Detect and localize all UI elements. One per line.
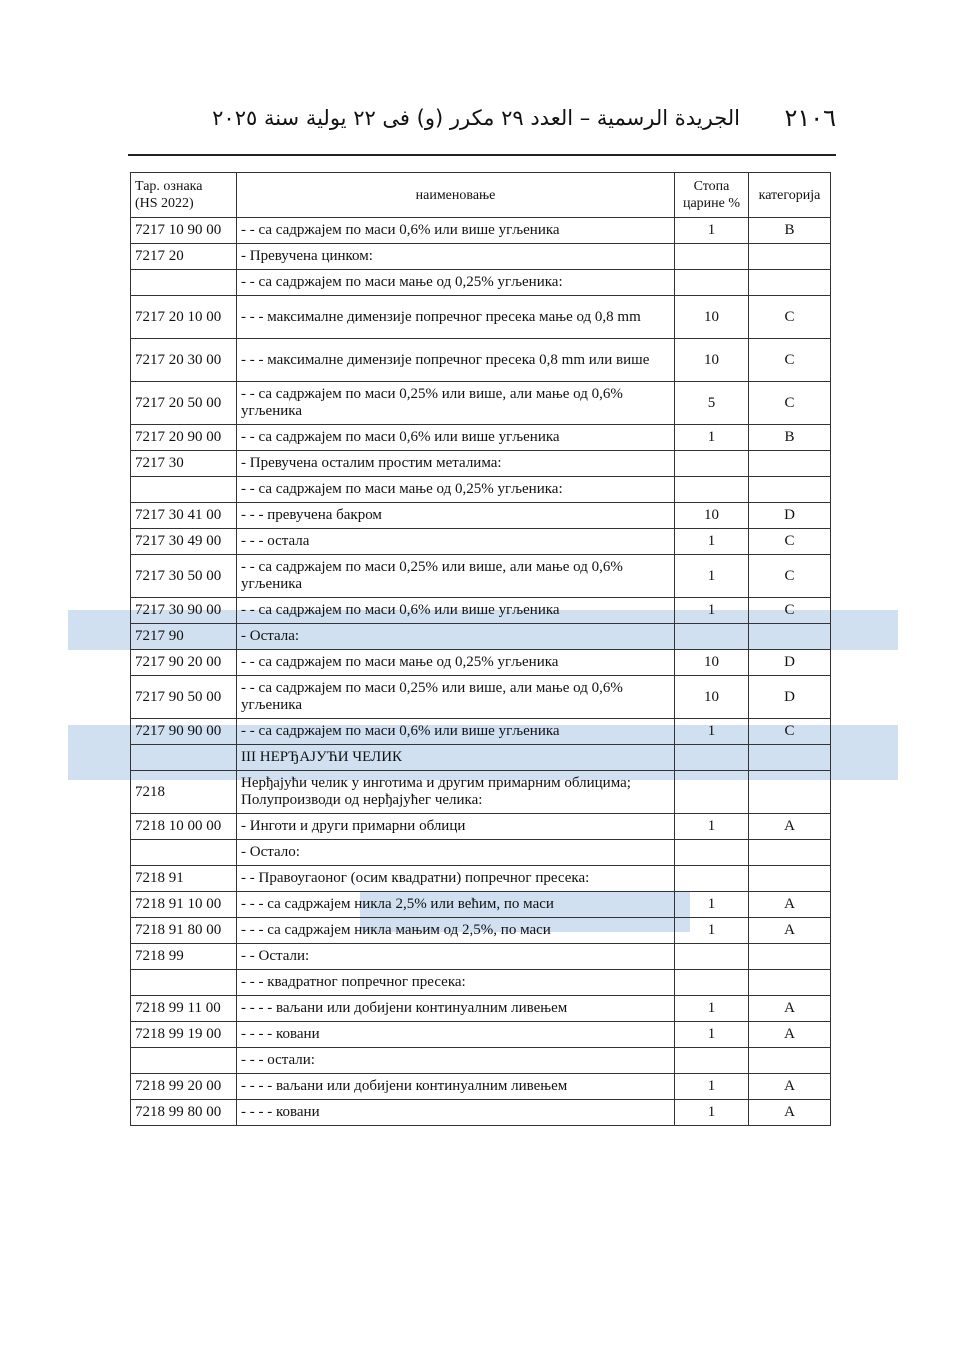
cell-duty-rate (675, 866, 749, 892)
cell-tariff-code: 7217 30 (131, 451, 237, 477)
cell-description: - - - остала (237, 529, 675, 555)
cell-tariff-code: 7217 90 50 00 (131, 676, 237, 719)
cell-duty-rate (675, 451, 749, 477)
cell-description: - - са садржајем по маси 0,6% или више угљеника (237, 425, 675, 451)
cell-tariff-code: 7218 99 19 00 (131, 1022, 237, 1048)
header-rule (128, 154, 836, 156)
cell-category: C (749, 339, 831, 382)
cell-tariff-code: 7217 30 41 00 (131, 503, 237, 529)
cell-description: - - - - ковани (237, 1100, 675, 1126)
cell-tariff-code: 7217 90 (131, 624, 237, 650)
cell-tariff-code (131, 970, 237, 996)
cell-description: III НЕРЂАЈУЋИ ЧЕЛИК (237, 745, 675, 771)
cell-tariff-code: 7217 10 90 00 (131, 218, 237, 244)
table-row (131, 477, 831, 503)
cell-duty-rate: 1 (675, 1100, 749, 1126)
cell-duty-rate: 1 (675, 1074, 749, 1100)
cell-duty-rate (675, 970, 749, 996)
cell-tariff-code: 7217 20 90 00 (131, 425, 237, 451)
table-row (131, 866, 831, 892)
page-header (128, 104, 836, 144)
cell-category: B (749, 425, 831, 451)
table-row (131, 529, 831, 555)
cell-description: - Превучена цинком: (237, 244, 675, 270)
cell-duty-rate (675, 944, 749, 970)
cell-duty-rate: 1 (675, 996, 749, 1022)
cell-duty-rate: 1 (675, 598, 749, 624)
table-body (131, 218, 831, 1126)
cell-category: A (749, 1022, 831, 1048)
table-row (131, 555, 831, 598)
cell-category: D (749, 650, 831, 676)
cell-category: C (749, 719, 831, 745)
cell-description: - - - са садржајем никла 2,5% или већим, по маси (237, 892, 675, 918)
cell-tariff-code: 7217 90 90 00 (131, 719, 237, 745)
cell-duty-rate: 1 (675, 529, 749, 555)
column-header-name: наименовање (237, 173, 675, 218)
table-row (131, 1022, 831, 1048)
cell-duty-rate: 10 (675, 296, 749, 339)
cell-category (749, 624, 831, 650)
cell-category: C (749, 296, 831, 339)
cell-category (749, 771, 831, 814)
table-row (131, 1048, 831, 1074)
table-row (131, 339, 831, 382)
table-row (131, 425, 831, 451)
cell-tariff-code: 7218 (131, 771, 237, 814)
cell-duty-rate (675, 270, 749, 296)
cell-description: - - са садржајем по маси мање од 0,25% угљеника: (237, 270, 675, 296)
cell-tariff-code: 7217 90 20 00 (131, 650, 237, 676)
cell-description: - Превучена осталим простим металима: (237, 451, 675, 477)
cell-category (749, 270, 831, 296)
cell-category (749, 451, 831, 477)
table-row (131, 382, 831, 425)
cell-tariff-code: 7217 30 90 00 (131, 598, 237, 624)
table-row (131, 840, 831, 866)
cell-description: - - са садржајем по маси 0,25% или више, али мање од 0,6% угљеника (237, 676, 675, 719)
table-row (131, 918, 831, 944)
table-row (131, 503, 831, 529)
cell-description: - - - максималне димензије попречног пресека мање од 0,8 mm (237, 296, 675, 339)
page-number: ٢١٠٦ (784, 106, 836, 132)
cell-category (749, 1048, 831, 1074)
table-row (131, 719, 831, 745)
cell-duty-rate: 1 (675, 1022, 749, 1048)
cell-duty-rate: 1 (675, 814, 749, 840)
cell-category: C (749, 598, 831, 624)
cell-category: D (749, 503, 831, 529)
cell-category: A (749, 1100, 831, 1126)
cell-duty-rate: 10 (675, 339, 749, 382)
cell-category (749, 840, 831, 866)
column-header-rate: Стопа царине % (675, 173, 749, 218)
table-row (131, 650, 831, 676)
cell-description: - Инготи и други примарни облици (237, 814, 675, 840)
table-row (131, 1074, 831, 1100)
cell-description: - - са садржајем по маси 0,6% или више угљеника (237, 598, 675, 624)
cell-duty-rate (675, 840, 749, 866)
cell-duty-rate: 1 (675, 719, 749, 745)
table-row (131, 244, 831, 270)
cell-description: - - - максималне димензије попречног пресека 0,8 mm или више (237, 339, 675, 382)
cell-description: - - са садржајем по маси 0,6% или више угљеника (237, 218, 675, 244)
cell-description: - - - са садржајем никла мањим од 2,5%, по маси (237, 918, 675, 944)
table-row (131, 892, 831, 918)
cell-description: - - - превучена бакром (237, 503, 675, 529)
cell-category: C (749, 529, 831, 555)
cell-category (749, 477, 831, 503)
cell-tariff-code: 7218 91 80 00 (131, 918, 237, 944)
cell-description: - - са садржајем по маси 0,25% или више, али мање од 0,6% угљеника (237, 382, 675, 425)
cell-duty-rate: 5 (675, 382, 749, 425)
cell-tariff-code (131, 840, 237, 866)
cell-category: A (749, 918, 831, 944)
cell-duty-rate (675, 1048, 749, 1074)
cell-duty-rate: 1 (675, 218, 749, 244)
cell-category: B (749, 218, 831, 244)
cell-category: A (749, 814, 831, 840)
cell-description: - - са садржајем по маси 0,25% или више, али мање од 0,6% угљеника (237, 555, 675, 598)
table-row (131, 451, 831, 477)
cell-category: C (749, 382, 831, 425)
cell-category (749, 866, 831, 892)
cell-duty-rate: 10 (675, 650, 749, 676)
tariff-table (130, 172, 831, 1126)
column-header-code: Тар. ознака (HS 2022) (131, 173, 237, 218)
cell-duty-rate: 1 (675, 918, 749, 944)
cell-description: - - Правоугаоног (осим квадратни) попречног пресека: (237, 866, 675, 892)
table-row (131, 996, 831, 1022)
cell-duty-rate (675, 745, 749, 771)
table-row (131, 296, 831, 339)
cell-tariff-code: 7217 20 10 00 (131, 296, 237, 339)
cell-duty-rate: 1 (675, 425, 749, 451)
cell-duty-rate: 1 (675, 555, 749, 598)
cell-category (749, 745, 831, 771)
table-row (131, 814, 831, 840)
cell-category: D (749, 676, 831, 719)
cell-tariff-code (131, 270, 237, 296)
cell-duty-rate: 10 (675, 676, 749, 719)
cell-tariff-code: 7218 91 (131, 866, 237, 892)
table-row (131, 218, 831, 244)
cell-tariff-code: 7218 99 11 00 (131, 996, 237, 1022)
cell-tariff-code (131, 745, 237, 771)
table-row (131, 624, 831, 650)
cell-duty-rate (675, 624, 749, 650)
cell-tariff-code: 7217 20 50 00 (131, 382, 237, 425)
table-row (131, 771, 831, 814)
cell-description: Нерђајући челик у инготима и другим примарним облицима; Полупроизводи од нерђајућег челика: (237, 771, 675, 814)
cell-tariff-code: 7218 99 (131, 944, 237, 970)
cell-description: - - са садржајем по маси мање од 0,25% угљеника: (237, 477, 675, 503)
cell-tariff-code (131, 477, 237, 503)
cell-duty-rate (675, 244, 749, 270)
cell-category: A (749, 892, 831, 918)
cell-tariff-code: 7217 30 50 00 (131, 555, 237, 598)
cell-category (749, 970, 831, 996)
cell-description: - - са садржајем по маси 0,6% или више угљеника (237, 719, 675, 745)
cell-tariff-code (131, 1048, 237, 1074)
cell-category: A (749, 996, 831, 1022)
table-header-row (131, 173, 831, 218)
cell-duty-rate: 1 (675, 892, 749, 918)
table-row (131, 676, 831, 719)
cell-category (749, 944, 831, 970)
table-row (131, 970, 831, 996)
cell-tariff-code: 7218 99 80 00 (131, 1100, 237, 1126)
cell-tariff-code: 7218 99 20 00 (131, 1074, 237, 1100)
cell-tariff-code: 7217 20 30 00 (131, 339, 237, 382)
cell-tariff-code: 7217 20 (131, 244, 237, 270)
table-row (131, 270, 831, 296)
cell-category (749, 244, 831, 270)
cell-description: - - - - ваљани или добијени континуалним ливењем (237, 1074, 675, 1100)
cell-description: - - - квадратног попречног пресека: (237, 970, 675, 996)
cell-description: - Остало: (237, 840, 675, 866)
cell-description: - - са садржајем по маси мање од 0,25% угљеника (237, 650, 675, 676)
table-row (131, 1100, 831, 1126)
cell-description: - - - остали: (237, 1048, 675, 1074)
table-row (131, 598, 831, 624)
cell-duty-rate: 10 (675, 503, 749, 529)
cell-tariff-code: 7217 30 49 00 (131, 529, 237, 555)
cell-tariff-code: 7218 10 00 00 (131, 814, 237, 840)
cell-tariff-code: 7218 91 10 00 (131, 892, 237, 918)
gazette-title: الجريدة الرسمية – العدد ٢٩ مكرر (و) فى ٢٢ يولية سنة ٢٠٢٥ (212, 106, 740, 130)
cell-category: A (749, 1074, 831, 1100)
cell-description: - Остала: (237, 624, 675, 650)
table-row (131, 745, 831, 771)
table-row (131, 944, 831, 970)
cell-category: C (749, 555, 831, 598)
cell-duty-rate (675, 771, 749, 814)
cell-description: - - Остали: (237, 944, 675, 970)
cell-description: - - - - ваљани или добијени континуалним ливењем (237, 996, 675, 1022)
column-header-category: категорија (749, 173, 831, 218)
cell-description: - - - - ковани (237, 1022, 675, 1048)
cell-duty-rate (675, 477, 749, 503)
